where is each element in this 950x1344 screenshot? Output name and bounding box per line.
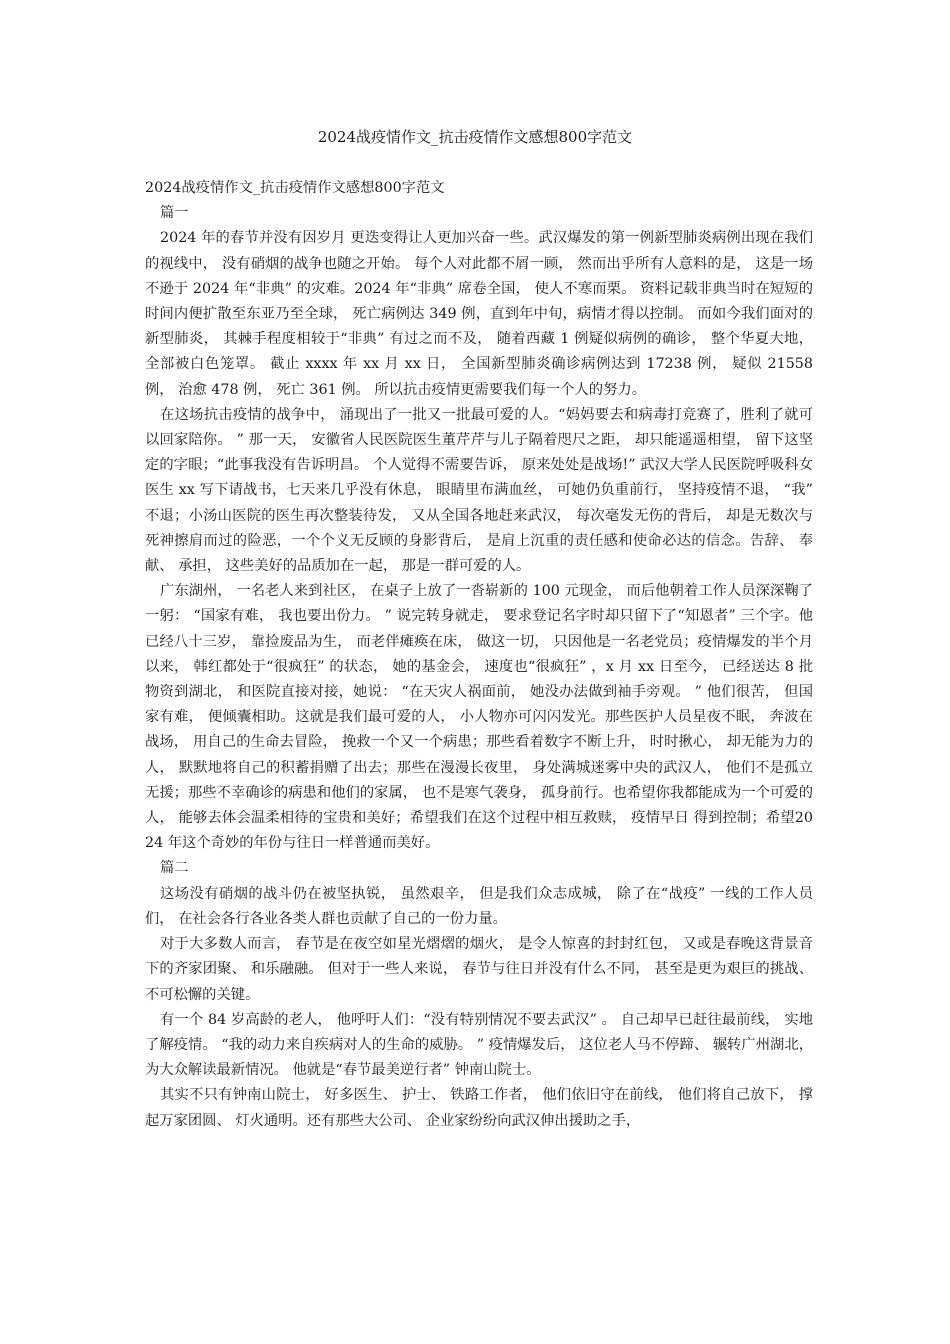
document-body: [145, 176, 813, 1134]
document-title: 2024战疫情作文_抗击疫情作文感想800字范文: [317, 128, 633, 146]
paragraph: 有一个 84 岁高龄的老人， 他呼吁人们：“没有特别情况不要去武汉” 。 自己却早已赶往最前线， 实地了解疫情。 “我的动力来自疾病对人的生命的威胁。 ” 疫情爆发后， 这位老人马不停蹄、 辗转广州湖北， 为大众解读最新情况。 他就是“春节最美逆行者” 钟南山院士。: [145, 1011, 813, 1079]
paragraph: 在这场抗击疫情的战争中， 涌现出了一批又一批最可爱的人。“妈妈要去和病毒打竞赛了，胜利了就可以回家陪你。 ” 那一天， 安徽省人民医院医生董芹芹与儿子隔着咫尺之距， 却只能遥遥相望， 留下这坚定的字眼；“此事我没有告诉明昌。 个人觉得不需要告诉， 原来处处是战场!” 武汉大学人民医院呼吸科女医生 xx 写下请战书，七天来几乎没有休息， 眼睛里布满血丝， 可她仍负重前行， 坚持疫情不退， “我” 不退；小汤山医院的医生再次整装待发， 又从全国各地赶来武汉， 每次毫发无伤的背后， 却是无数次与死神擦肩而过的险恶，一个个义无反顾的身影背后， 是肩上沉重的责任感和使命必达的信念。告辞、 奉献、 承担， 这些美好的品质加在一起， 那是一群可爱的人。: [145, 406, 813, 575]
paragraph: 2024 年的春节并没有因岁月 更迭变得让人更加兴奋一些。武汉爆发的第一例新型肺炎病例出现在我们的视线中， 没有硝烟的战争也随之开始。 每个人对此都不屑一顾， 然而出乎所有人意料的是， 这是一场不逊于 2024 年“非典” 的灾难。2024 年“非典” 席卷全国， 使人不寒而栗。 资料记载非典当时在短短的时间内便扩散至东亚乃至全球， 死亡病例达 349 例，直到年中旬，病情才得以控制。 而如今我们面对的新型肺炎， 其棘手程度相较于“非典” 有过之而不及， 随着西藏 1 例疑似病例的确诊， 整个华夏大地， 全部被白色笼罩。 截止 xxxx 年 xx 月 xx 日， 全国新型肺炎确诊病例达到 17238 例， 疑似 21558 例， 治愈 478 例， 死亡 361 例。 所以抗击疫情更需要我们每一个人的努力。: [145, 230, 813, 398]
section-heading-2: 篇二: [160, 860, 189, 877]
paragraph: 对于大多数人而言， 春节是在夜空如星光熠熠的烟火， 是令人惊喜的封封红包， 又或是春晚这背景音下的齐家团聚、 和乐融融。 但对于一些人来说， 春节与往日并没有什么不同， 甚至是更为艰巨的挑战、不可松懈的关键。: [145, 936, 813, 1003]
paragraph: 广东湖州， 一名老人来到社区， 在桌子上放了一沓崭新的 100 元现金， 而后他朝着工作人员深深鞠了一躬： “国家有难， 我也要出份力。 ” 说完转身就走， 要求登记名字时却只留下了“知恩者” 三个字。他已经八十三岁， 靠捡废品为生， 而老伴瘫痪在床， 做这一切， 只因他是一名老党员；疫情爆发的半个月 以来， 韩红都处于“很疯狂” 的状态， 她的基金会， 速度也“很疯狂” ，x 月 xx 日至今， 已经送达 8 批物资到湖北， 和医院直接对接，她说： “在天灾人祸面前， 她没办法做到袖手旁观。 ” 他们很苦， 但国家有难， 便倾囊相助。这就是我们最可爱的人， 小人物亦可闪闪发光。那些医护人员星夜不眠， 奔波在战场， 用自己的生命去冒险， 挽救一个又一个病患；那些看着数字不断上升， 时时揪心， 却无能为力的人， 默默地将自己的积蓄捐赠了出去；那些在漫漫长夜里， 身处满城迷雾中央的武汉人， 他们不是孤立无援；那些不幸确诊的病患和他们的家属， 也不是寒气袭身， 孤身前行。也希望你我都能成为一个可爱的人， 能够去体会温柔相待的宝贵和美好；希望我们在这个过程中相互救赎， 疫情早日 得到控制；希望2024 年这个奇妙的年份与往日一样普通而美好。: [145, 583, 813, 852]
section-heading-1: 篇一: [160, 205, 189, 222]
paragraph: 其实不只有钟南山院士， 好多医生、 护士、 铁路工作者， 他们依旧守在前线， 他们将自己放下， 撑起万家团圆、 灯火通明。还有那些大公司、 企业家纷纷向武汉伸出援助之手，: [145, 1087, 813, 1129]
document-subtitle: 2024战疫情作文_抗击疫情作文感想800字范文: [145, 180, 445, 196]
paragraph: 这场没有硝烟的战斗仍在被坚执锐， 虽然艰辛， 但是我们众志成城， 除了在“战疫” 一线的工作人员们， 在社会各行各业各类人群也贡献了自己的一份力量。: [145, 885, 813, 927]
